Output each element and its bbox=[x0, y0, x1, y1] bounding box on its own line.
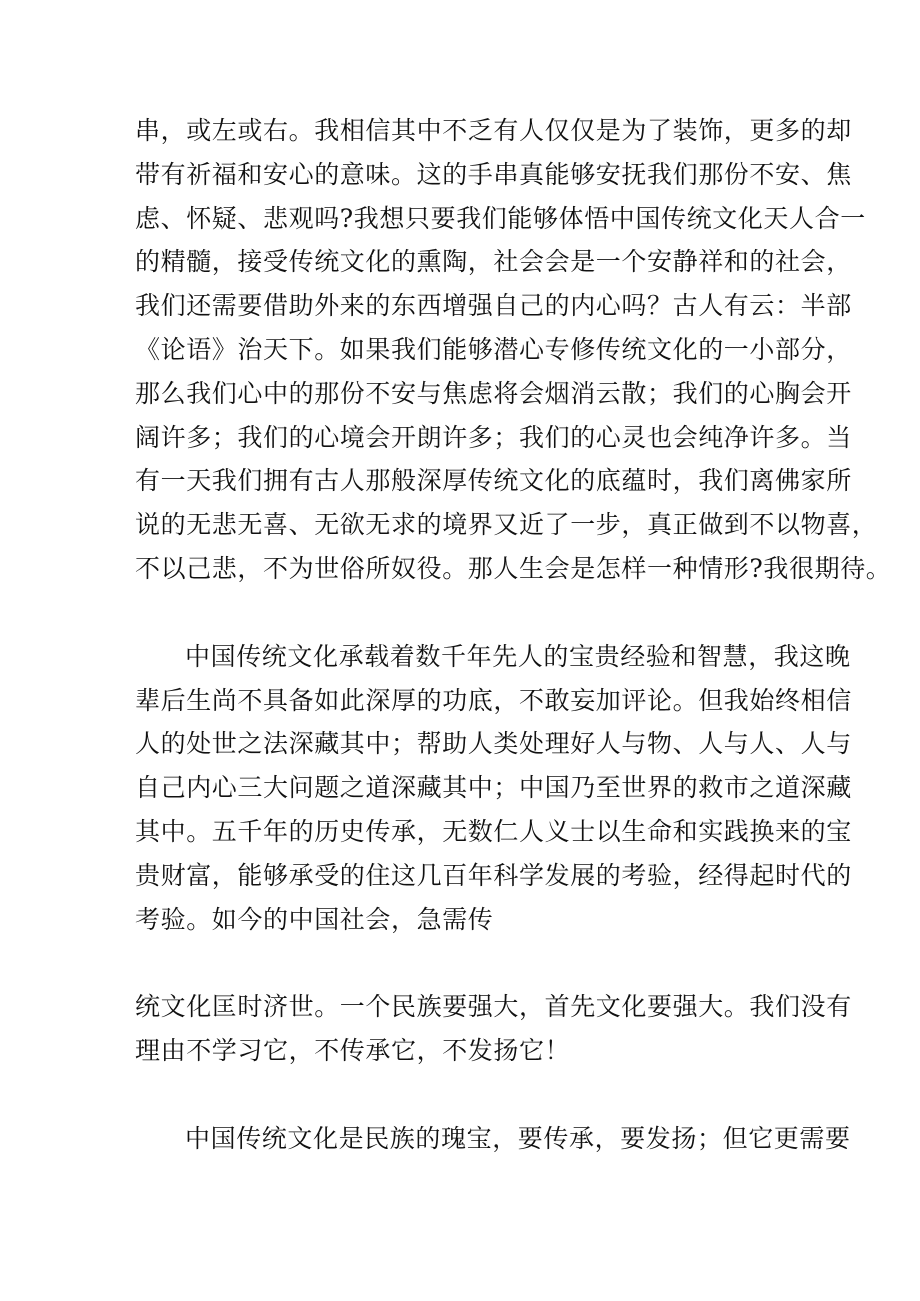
text-line: 辈后生尚不具备如此深厚的功底，不敢妄加评论。但我始终相信 bbox=[135, 686, 852, 715]
text-line: 其中。五千年的历史传承，无数仁人义士以生命和实践换来的宝 bbox=[135, 817, 852, 846]
text-line: 串，或左或右。我相信其中不乏有人仅仅是为了装饰，更多的却 bbox=[135, 116, 852, 145]
text-line: 自己内心三大问题之道深藏其中；中国乃至世界的救市之道深藏 bbox=[135, 773, 852, 802]
text-line: 统文化匡时济世。一个民族要强大，首先文化要强大。我们没有 bbox=[135, 992, 852, 1021]
text-line: 阔许多；我们的心境会开朗许多；我们的心灵也会纯净许多。当 bbox=[135, 423, 852, 452]
text-line: 有一天我们拥有古人那般深厚传统文化的底蕴时，我们离佛家所 bbox=[135, 466, 852, 495]
text-line: 不以己悲，不为世俗所奴役。那人生会是怎样一种情形?我很期待。 bbox=[135, 554, 892, 583]
text-line: 那么我们心中的那份不安与焦虑将会烟消云散；我们的心胸会开 bbox=[135, 379, 852, 408]
text-line: 我们还需要借助外来的东西增强自己的内心吗？古人有云：半部 bbox=[135, 291, 852, 320]
text-line: 说的无悲无喜、无欲无求的境界又近了一步，真正做到不以物喜， bbox=[135, 510, 878, 539]
text-line: 理由不学习它，不传承它，不发扬它！ bbox=[135, 1036, 571, 1065]
text-line: 的精髓，接受传统文化的熏陶，社会会是一个安静祥和的社会， bbox=[135, 247, 852, 276]
text-line: 中国传统文化承载着数千年先人的宝贵经验和智慧，我这晚 bbox=[185, 642, 851, 671]
text-line: 贵财富，能够承受的住这几百年科学发展的考验，经得起时代的 bbox=[135, 861, 852, 890]
text-line: 带有祈福和安心的意味。这的手串真能够安抚我们那份不安、焦 bbox=[135, 160, 852, 189]
text-line: 考验。如今的中国社会，急需传 bbox=[135, 905, 494, 934]
text-line: 人的处世之法深藏其中；帮助人类处理好人与物、人与人、人与 bbox=[135, 729, 852, 758]
text-line: 虑、怀疑、悲观吗?我想只要我们能够体悟中国传统文化天人合一 bbox=[135, 204, 866, 233]
text-line: 中国传统文化是民族的瑰宝，要传承，要发扬；但它更需要 bbox=[185, 1124, 851, 1153]
text-line: 《论语》治天下。如果我们能够潜心专修传统文化的一小部分， bbox=[135, 335, 852, 364]
